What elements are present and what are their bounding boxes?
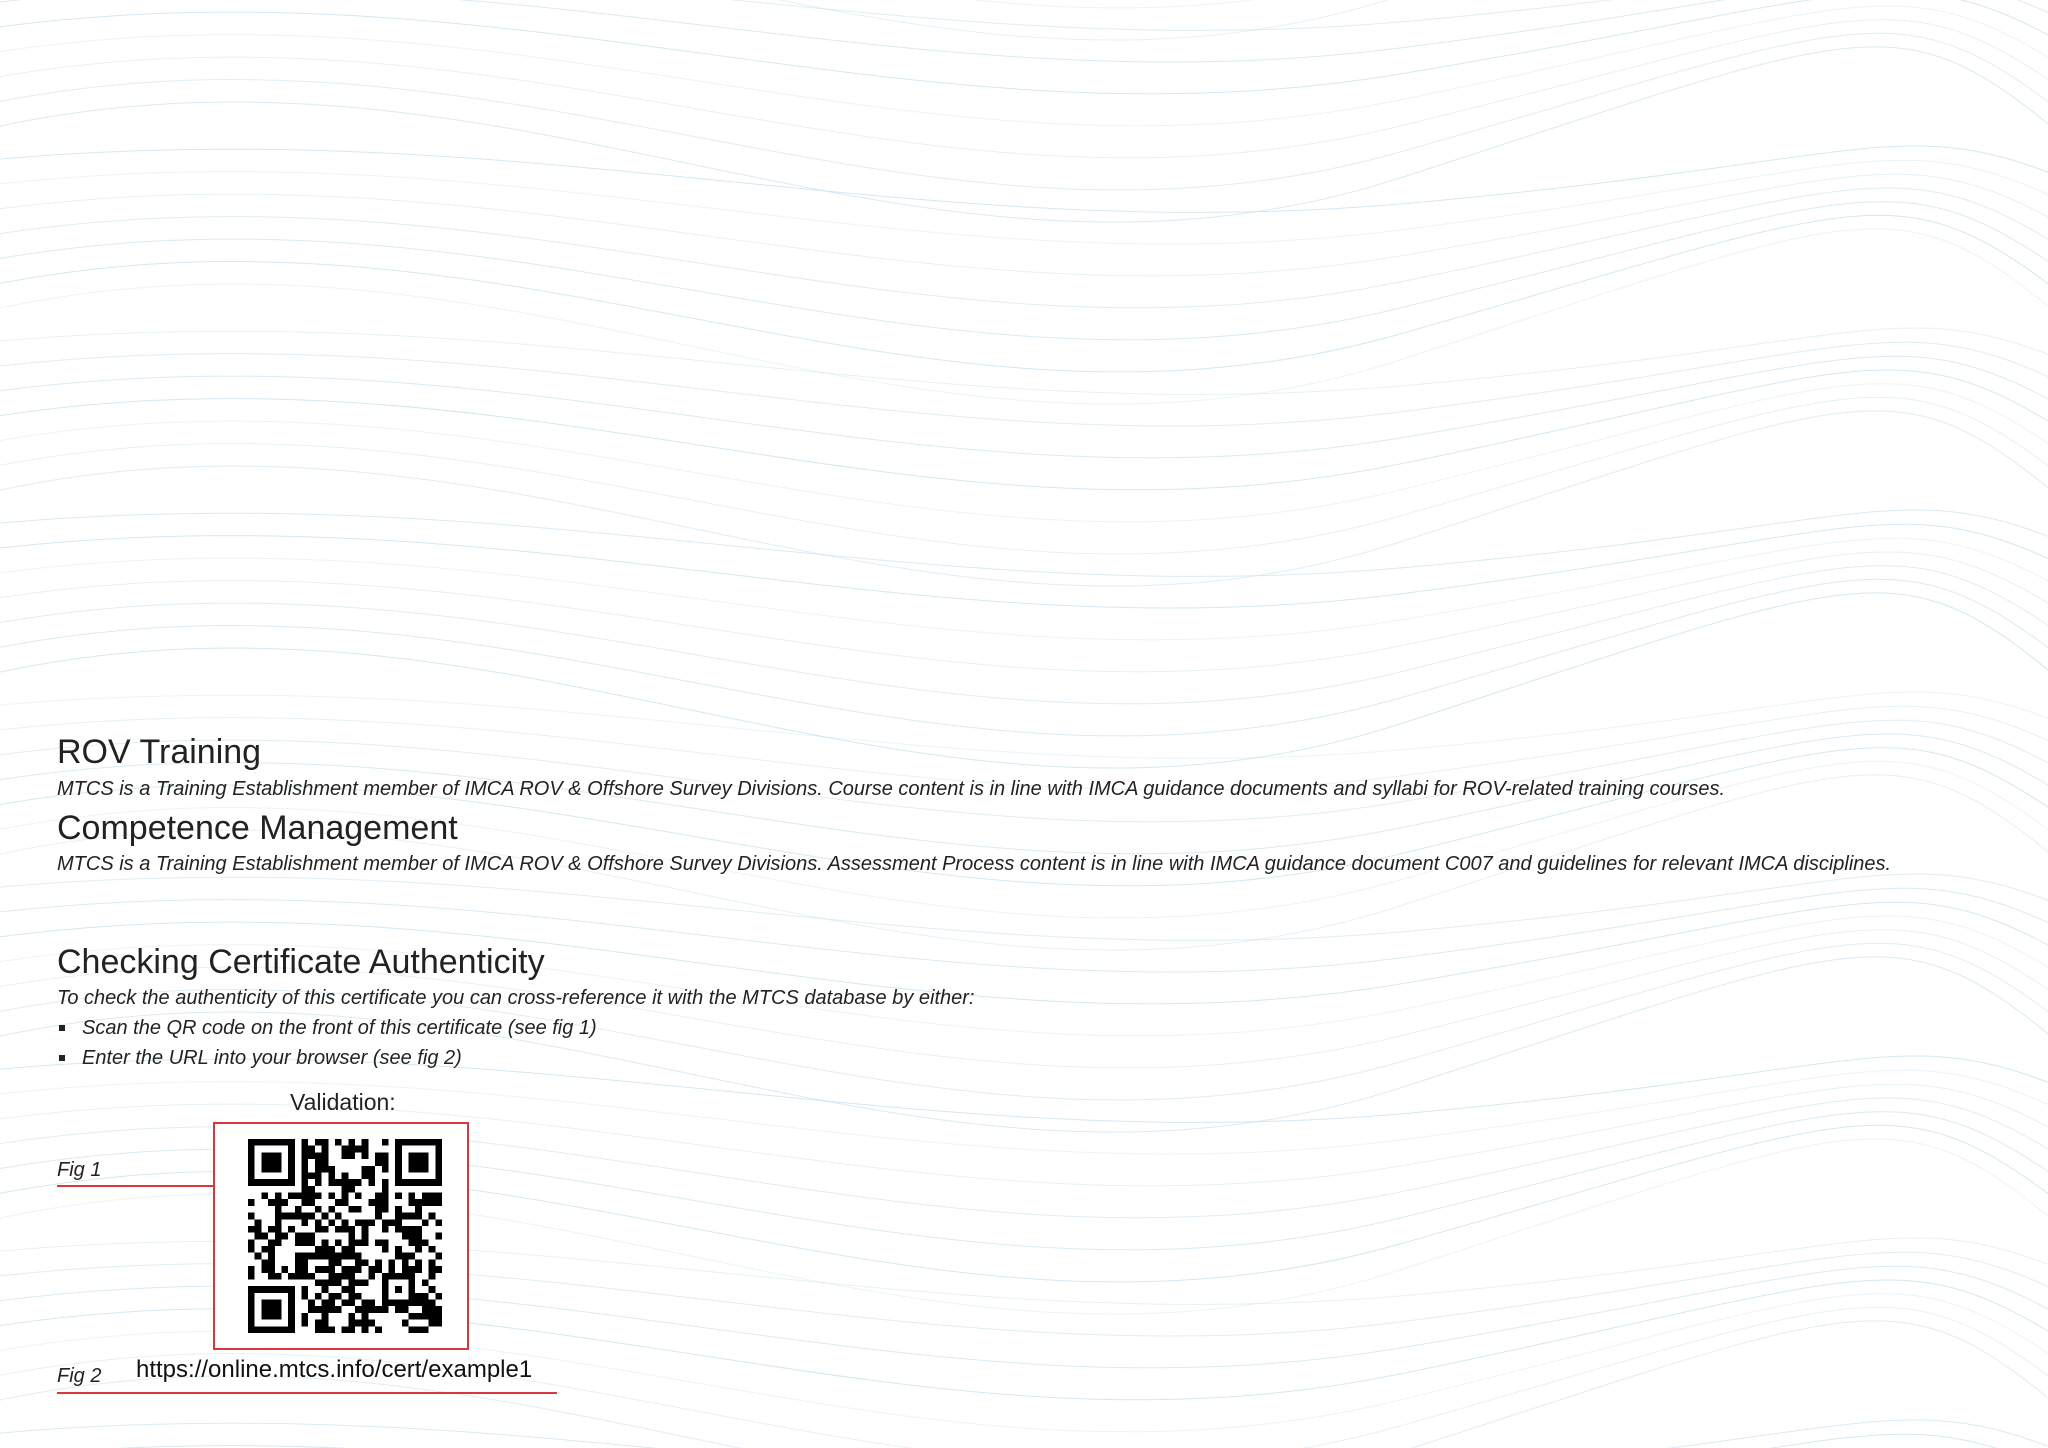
rov-training-text: MTCS is a Training Establishment member of IMCA ROV & Offshore Survey Divisions. Course content is in line with IMCA guidance documents and syllabi for ROV-related training courses. [57,778,1726,800]
bullet-square-icon [59,1025,65,1031]
list-item [57,1043,597,1073]
fig1-leader-line [57,1185,213,1187]
list-item-text: Scan the QR code on the front of this certificate (see fig 1) [82,1017,597,1039]
authenticity-methods-list [57,1013,597,1073]
competence-management-heading: Competence Management [57,809,458,847]
competence-management-text: MTCS is a Training Establishment member of IMCA ROV & Offshore Survey Divisions. Assessment Process content is in line with IMCA guidance document C007 and guidelines for relevant IMCA disciplines. [57,853,1892,875]
list-item [57,1013,597,1043]
bullet-square-icon [59,1055,65,1061]
qr-code-frame [213,1122,469,1350]
authenticity-heading: Checking Certificate Authenticity [57,943,545,981]
fig2-label: Fig 2 [57,1365,102,1387]
fig1-label: Fig 1 [57,1159,102,1181]
fig2-underline [57,1392,557,1394]
list-item-text: Enter the URL into your browser (see fig 2) [82,1047,462,1069]
validation-url[interactable]: https://online.mtcs.info/cert/example1 [136,1356,533,1383]
validation-label: Validation: [290,1089,396,1115]
rov-training-heading: ROV Training [57,733,262,771]
qr-code-icon[interactable] [248,1139,442,1333]
authenticity-intro-text: To check the authenticity of this certificate you can cross-reference it with the MTCS database by either: [57,987,975,1009]
